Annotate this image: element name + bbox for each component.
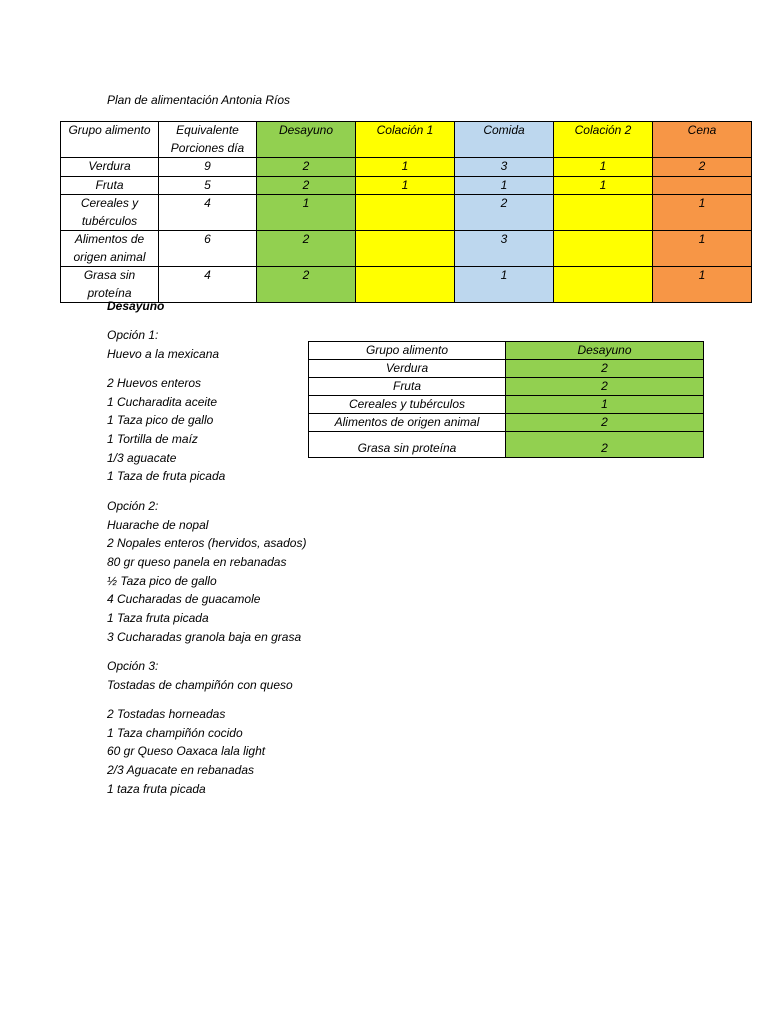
header-equivalente: Equivalente Porciones día [159, 122, 257, 158]
row-desayuno: 2 [257, 158, 356, 177]
row-comida: 1 [455, 176, 554, 195]
row-equiv: 5 [159, 176, 257, 195]
table-row [61, 158, 752, 177]
row-equiv: 4 [159, 267, 257, 303]
ingredient-item: 1 Taza pico de gallo [107, 413, 214, 427]
mini-row-grupo: Alimentos de origen animal [309, 414, 506, 432]
mini-header-grupo: Grupo alimento [309, 342, 506, 360]
row-cena: 1 [653, 231, 752, 267]
document-title: Plan de alimentación Antonia Ríos [107, 93, 290, 107]
row-grupo: Verdura [61, 158, 159, 177]
row-colacion-2 [554, 267, 653, 303]
row-equiv: 4 [159, 195, 257, 231]
header-colacion-2: Colación 2 [554, 122, 653, 158]
table-row [61, 195, 752, 231]
row-colacion-1: 1 [356, 158, 455, 177]
table-row [61, 176, 752, 195]
row-cena: 1 [653, 267, 752, 303]
ingredient-item: 2 Huevos enteros [107, 376, 202, 390]
row-comida: 2 [455, 195, 554, 231]
header-grupo: Grupo alimento [61, 122, 159, 158]
row-colacion-1 [356, 231, 455, 267]
row-desayuno: 1 [257, 195, 356, 231]
ingredient-item: 1 Taza champiñón cocido [107, 726, 243, 740]
mini-row-grupo: Grasa sin proteína [309, 432, 506, 458]
row-colacion-2 [554, 195, 653, 231]
mini-header-row [309, 342, 704, 360]
table-row [61, 231, 752, 267]
ingredient-item: 2/3 Aguacate en rebanadas [107, 763, 255, 777]
mini-row-grupo: Verdura [309, 360, 506, 378]
option-label: Opción 3: [107, 659, 159, 673]
breakfast-summary-table [308, 341, 704, 458]
ingredient-item: 3 Cucharadas granola baja en grasa [107, 630, 302, 644]
ingredient-item: 2 Tostadas horneadas [107, 707, 226, 721]
row-desayuno: 2 [257, 267, 356, 303]
row-colacion-1: 1 [356, 176, 455, 195]
ingredient-item: 1 Taza de fruta picada [107, 469, 226, 483]
option-name: Huevo a la mexicana [107, 347, 220, 361]
mini-row-desayuno: 1 [506, 396, 704, 414]
row-grupo: Fruta [61, 176, 159, 195]
option-name: Tostadas de champiñón con queso [107, 678, 293, 692]
ingredient-item: 60 gr Queso Oaxaca lala light [107, 744, 266, 758]
table-row [309, 360, 704, 378]
row-comida: 1 [455, 267, 554, 303]
option-label: Opción 1: [107, 328, 159, 342]
row-equiv: 9 [159, 158, 257, 177]
table-row [309, 378, 704, 396]
ingredient-item: 4 Cucharadas de guacamole [107, 592, 261, 606]
ingredient-item: 80 gr queso panela en rebanadas [107, 555, 287, 569]
row-cena [653, 176, 752, 195]
section-heading: Desayuno [107, 299, 165, 313]
header-desayuno: Desayuno [257, 122, 356, 158]
mini-row-grupo: Fruta [309, 378, 506, 396]
ingredient-item: 2 Nopales enteros (hervidos, asados) [107, 536, 307, 550]
row-grupo: Grasa sin proteína [61, 267, 159, 303]
ingredient-item: 1 taza fruta picada [107, 782, 206, 796]
ingredient-item: 1 Taza fruta picada [107, 611, 209, 625]
row-colacion-1 [356, 267, 455, 303]
table-row [61, 267, 752, 303]
header-comida: Comida [455, 122, 554, 158]
meal-plan-table [60, 121, 752, 303]
mini-row-desayuno: 2 [506, 432, 704, 458]
ingredient-item: 1 Tortilla de maíz [107, 432, 198, 446]
row-colacion-2 [554, 231, 653, 267]
row-cena: 1 [653, 195, 752, 231]
row-equiv: 6 [159, 231, 257, 267]
header-colacion-1: Colación 1 [356, 122, 455, 158]
row-grupo: Cereales y tubérculos [61, 195, 159, 231]
table-row [309, 396, 704, 414]
table-row [309, 432, 704, 458]
row-desayuno: 2 [257, 176, 356, 195]
option-label: Opción 2: [107, 499, 159, 513]
ingredient-item: ½ Taza pico de gallo [107, 574, 217, 588]
mini-row-desayuno: 2 [506, 378, 704, 396]
mini-row-desayuno: 2 [506, 360, 704, 378]
mini-header-desayuno: Desayuno [506, 342, 704, 360]
header-cena: Cena [653, 122, 752, 158]
table-row [309, 414, 704, 432]
ingredient-item: 1/3 aguacate [107, 451, 177, 465]
row-grupo: Alimentos de origen animal [61, 231, 159, 267]
row-comida: 3 [455, 231, 554, 267]
mini-row-desayuno: 2 [506, 414, 704, 432]
option-name: Huarache de nopal [107, 518, 209, 532]
row-colacion-2: 1 [554, 176, 653, 195]
row-cena: 2 [653, 158, 752, 177]
table-header-row [61, 122, 752, 158]
ingredient-item: 1 Cucharadita aceite [107, 395, 218, 409]
row-desayuno: 2 [257, 231, 356, 267]
row-comida: 3 [455, 158, 554, 177]
row-colacion-1 [356, 195, 455, 231]
row-colacion-2: 1 [554, 158, 653, 177]
mini-row-grupo: Cereales y tubérculos [309, 396, 506, 414]
